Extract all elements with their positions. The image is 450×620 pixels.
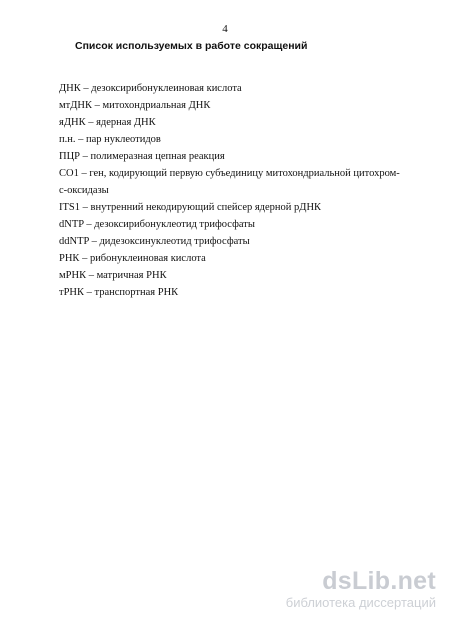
abbreviation-item	[59, 199, 399, 216]
abbreviation-definition: дидезоксинуклеотид трифосфаты	[99, 236, 250, 247]
page-number: 4	[222, 23, 228, 35]
abbreviation-definition: ядерная ДНК	[96, 117, 156, 128]
abbreviation-dash: –	[82, 253, 88, 264]
abbreviation-dash: –	[94, 100, 100, 111]
abbreviation-item	[59, 97, 399, 114]
abbreviation-item	[59, 148, 399, 165]
abbreviation-definition: внутренний некодирующий спейсер ядерной рДНК	[90, 202, 322, 213]
abbreviation-dash: –	[82, 202, 88, 213]
abbreviation-dash: –	[86, 287, 92, 298]
abbreviation-item	[59, 80, 399, 97]
abbreviation-item	[59, 250, 399, 267]
abbreviation-dash: –	[88, 270, 94, 281]
abbreviation-term: ITS1	[59, 202, 80, 213]
abbreviation-term: тРНК	[59, 287, 85, 298]
abbreviation-definition: рибонуклеиновая кислота	[89, 253, 206, 264]
site-watermark	[286, 568, 436, 610]
abbreviation-term: мРНК	[59, 270, 87, 281]
watermark-subtitle: библиотека диссертаций	[285, 595, 436, 610]
abbreviation-definition: пар нуклеотидов	[86, 134, 161, 145]
abbreviation-dash: –	[78, 134, 84, 145]
abbreviation-definition: дезоксирибонуклеотид трифосфаты	[94, 219, 255, 230]
abbreviation-item	[59, 233, 399, 250]
abbreviation-definition: ген, кодирующий первую субъединицу митохондриальной цитохром-	[89, 168, 400, 179]
abbreviation-item	[59, 114, 399, 131]
abbreviation-term: РНК	[59, 253, 80, 264]
abbreviation-dash: –	[91, 236, 97, 247]
abbreviation-dash: –	[86, 219, 92, 230]
abbreviation-term: ddNTP	[59, 236, 89, 247]
abbreviation-definition-continuation: с-оксидазы	[59, 185, 109, 196]
abbreviation-item	[59, 284, 399, 301]
abbreviation-term: яДНК	[59, 117, 86, 128]
watermark-logo: dsLib.net	[322, 567, 436, 595]
abbreviation-definition: полимеразная цепная реакция	[90, 151, 225, 162]
page-title: Список используемых в работе сокращений	[75, 40, 308, 52]
abbreviation-definition: матричная РНК	[96, 270, 167, 281]
abbreviation-item	[59, 165, 399, 199]
abbreviation-definition: дезоксирибонуклеиновая кислота	[91, 83, 242, 94]
abbreviation-term: dNTP	[59, 219, 84, 230]
abbreviation-item	[59, 131, 399, 148]
abbreviation-term: п.н.	[59, 134, 76, 145]
abbreviation-item	[59, 267, 399, 284]
abbreviation-term: ДНК	[59, 83, 81, 94]
abbreviation-term: CO1	[59, 168, 79, 179]
abbreviation-definition: транспортная РНК	[94, 287, 179, 298]
abbreviation-item	[59, 216, 399, 233]
abbreviation-term: ПЦР	[59, 151, 81, 162]
abbreviation-dash: –	[81, 168, 87, 179]
abbreviation-list	[59, 80, 399, 301]
abbreviation-dash: –	[82, 151, 88, 162]
abbreviation-term: мтДНК	[59, 100, 92, 111]
abbreviation-dash: –	[88, 117, 94, 128]
abbreviation-dash: –	[83, 83, 89, 94]
abbreviation-definition: митохондриальная ДНК	[102, 100, 211, 111]
